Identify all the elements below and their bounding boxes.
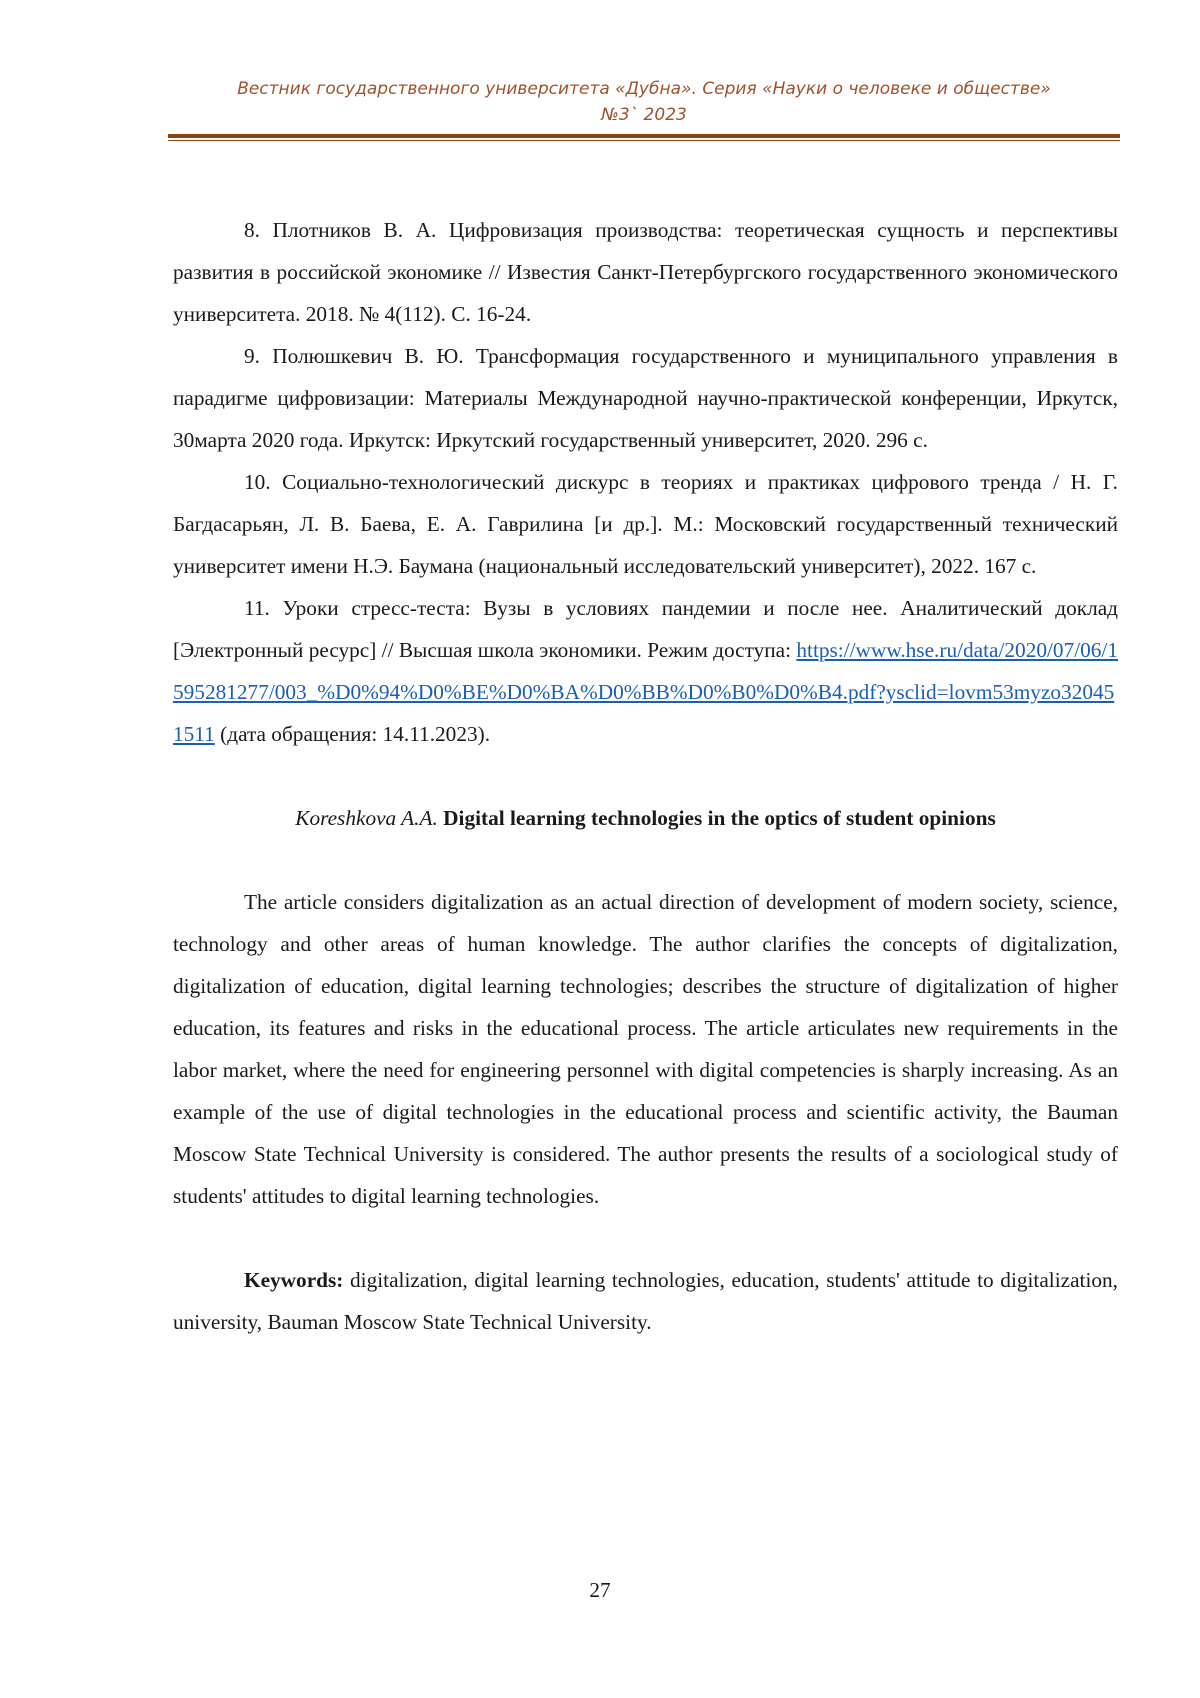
reference-access-date: (дата обращения: 14.11.2023). xyxy=(215,722,490,746)
reference-text: 11. Уроки стресс-теста: Вузы в условиях пандемии и после нее. Аналитический доклад [Электронный ресурс] // Высшая школа экономики. Режим доступа: xyxy=(173,596,1118,662)
journal-title: Вестник государственного университета «Дубна». Серия «Науки о человеке и обществе» xyxy=(168,76,1120,102)
keywords-label: Keywords: xyxy=(244,1268,343,1292)
reference-item: 9. Полюшкевич В. Ю. Трансформация государственного и муниципального управления в парадигме цифровизации: Материалы Международной научно-практической конференции, Иркутск, 30марта 2020 года. Иркутск: Иркутский государственный университет, 2020. 296 с. xyxy=(173,335,1118,461)
article-title: Digital learning technologies in the optics of student opinions xyxy=(443,806,996,830)
article-author: Koreshkova A.A. xyxy=(295,806,438,830)
keywords-list: digitalization, digital learning technologies, education, students' attitude to digitalization, university, Bauman Moscow State Technical University. xyxy=(173,1268,1118,1334)
reference-item xyxy=(173,587,1118,755)
reference-link[interactable]: https://www.hse.ru/data/2020/07/06/1595281277/003_%D0%94%D0%BE%D0%BA%D0%BB%D0%B0%D0%B4.pdf?ysclid=lovm53myzo320451511 xyxy=(173,638,1118,746)
header-rule-thin xyxy=(168,140,1120,141)
issue-number: №3` 2023 xyxy=(168,102,1120,128)
reference-item: 8. Плотников В. А. Цифровизация производства: теоретическая сущность и перспективы развития в российской экономике // Известия Санкт-Петербургского государственного экономического университета. 2018. № 4(112). С. 16-24. xyxy=(173,209,1118,335)
running-header xyxy=(168,76,1120,128)
article-heading xyxy=(173,797,1118,839)
article-keywords xyxy=(173,1259,1118,1343)
reference-item: 10. Социально-технологический дискурс в теориях и практиках цифрового тренда / Н. Г. Багдасарьян, Л. В. Баева, Е. А. Гаврилина [и др.]. М.: Московский государственный технический университет имени Н.Э. Баумана (национальный исследовательский университет), 2022. 167 с. xyxy=(173,461,1118,587)
header-rule-thick xyxy=(168,134,1120,138)
article-abstract: The article considers digitalization as an actual direction of development of modern society, science, technology and other areas of human knowledge. The author clarifies the concepts of digitalization, digitalization of education, digital learning technologies; describes the structure of digitalization of higher education, its features and risks in the educational process. The article articulates new requirements in the labor market, where the need for engineering personnel with digital competencies is sharply increasing. As an example of the use of digital technologies in the educational process and scientific activity, the Bauman Moscow State Technical University is considered. The author presents the results of a sociological study of students' attitudes to digital learning technologies. xyxy=(173,881,1118,1217)
page-number: 27 xyxy=(0,1578,1200,1603)
page-content xyxy=(173,209,1118,1343)
